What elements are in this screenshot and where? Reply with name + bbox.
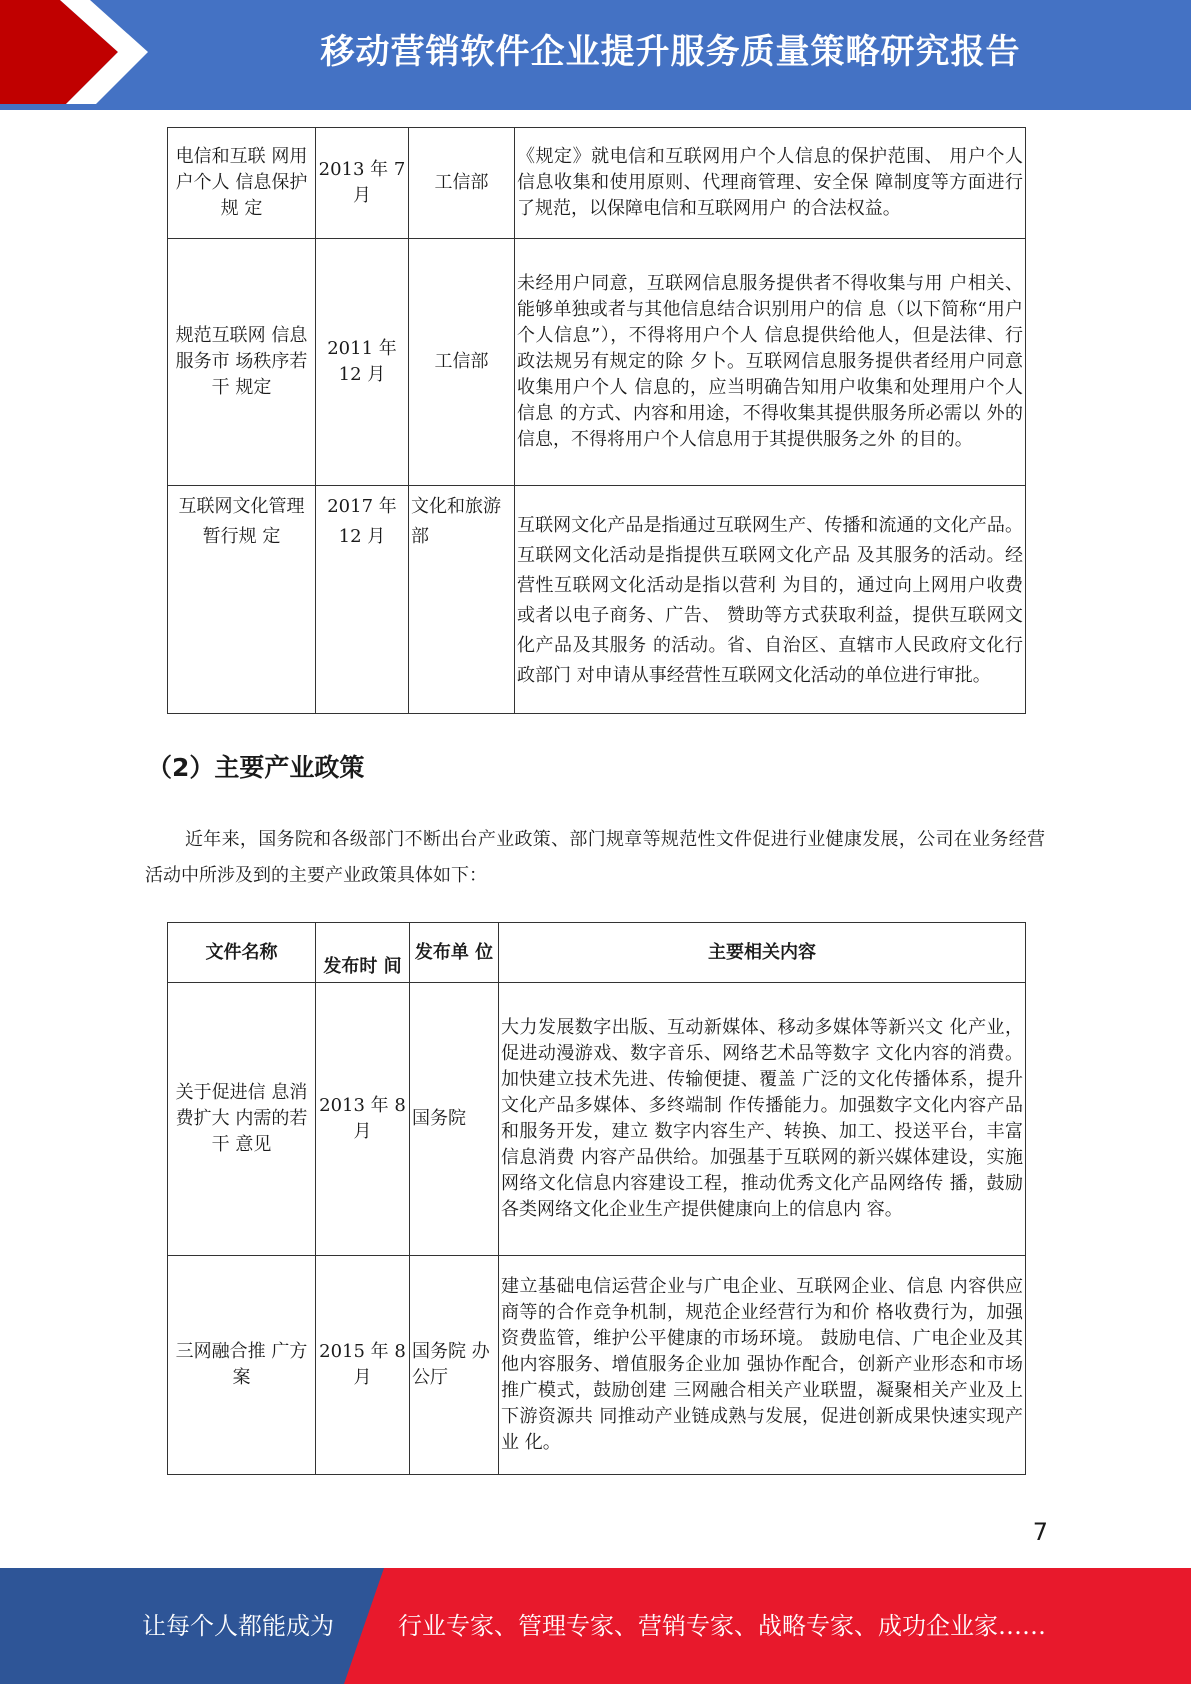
- footer-slogan-left: 让每个人都能成为: [142, 1612, 334, 1640]
- publish-date: 2015 年 8月: [316, 1256, 410, 1475]
- footer-slogan-right: 行业专家、管理专家、营销专家、战略专家、成功企业家……: [398, 1612, 1046, 1640]
- page-number: 7: [1032, 1518, 1048, 1546]
- document-name: 关于促进信 息消费扩大 内需的若干 意见: [168, 983, 316, 1256]
- table-row: [168, 486, 1026, 714]
- document-name: 电信和互联 网用户个人 信息保护规 定: [168, 128, 316, 239]
- document-name: 互联网文化管理暂行规 定: [168, 486, 316, 714]
- document-name: 规范互联网 信息服务市 场秩序若干 规定: [168, 239, 316, 486]
- report-title: 移动营销软件企业提升服务质量策略研究报告: [320, 32, 1021, 72]
- document-content: 建立基础电信运营企业与广电企业、互联网企业、信息 内容供应商等的合作竞争机制，规范企业经营行为和价 格收费行为，加强资费监管，维护公平健康的市场环境。 鼓励电信、广电企业及其他内容服务、增值服务企业加 强协作配合，创新产业形态和市场推广模式，鼓励创建 三网融合相关产业联盟，凝聚相关产业及上下游资源共 同推动产业链成熟与发展，促进创新成果快速实现产业 化。: [499, 1256, 1026, 1475]
- issuing-department: 国务院 办公厅: [410, 1256, 499, 1475]
- issuing-department: 文化和旅游部: [409, 486, 515, 714]
- header-issuing-unit: 发布单 位: [410, 923, 499, 983]
- table-row: [168, 239, 1026, 486]
- issuing-department: 国务院: [410, 983, 499, 1256]
- page-footer: [0, 1568, 1191, 1684]
- document-content: 《规定》就电信和互联网用户个人信息的保护范围、 用户个人信息收集和使用原则、代理商管理、安全保 障制度等方面进行了规范，以保障电信和互联网用户 的合法权益。: [515, 128, 1026, 239]
- publish-date: 2013 年 8月: [316, 983, 410, 1256]
- issuing-department: 工信部: [409, 128, 515, 239]
- table-row: [168, 128, 1026, 239]
- header-publish-date: 发布时 间: [316, 923, 410, 983]
- header-main-content: 主要相关内容: [499, 923, 1026, 983]
- document-content: 大力发展数字出版、互动新媒体、移动多媒体等新兴文 化产业，促进动漫游戏、数字音乐、网络艺术品等数字 文化内容的消费。加快建立技术先进、传输便捷、覆盖 广泛的文化传播体系，提升文化产品多媒体、多终端制 作传播能力。加强数字文化内容产品和服务开发，建立 数字内容生产、转换、加工、投送平台，丰富信息消费 内容产品供给。加强基于互联网的新兴媒体建设，实施 网络文化信息内容建设工程，推动优秀文化产品网络传 播，鼓励各类网络文化企业生产提供健康向上的信息内 容。: [499, 983, 1026, 1256]
- publish-date: 2013 年 7月: [316, 128, 409, 239]
- table-header-row: [168, 923, 1026, 983]
- page-header: [0, 0, 1191, 110]
- industry-policy-table: [167, 922, 1026, 1475]
- section-heading: （2）主要产业政策: [147, 753, 365, 782]
- header-arrow-decoration: [0, 0, 160, 110]
- table-row: [168, 983, 1026, 1256]
- publish-date: 2017 年 12 月: [316, 486, 409, 714]
- document-name: 三网融合推 广方案: [168, 1256, 316, 1475]
- regulation-table: [167, 127, 1026, 714]
- document-content: 未经用户同意，互联网信息服务提供者不得收集与用 户相关、能够单独或者与其他信息结合识别用户的信 息（以下简称“用户个人信息”），不得将用户个人 信息提供给他人，但是法律、行政法规另有规定的除 夕卜。互联网信息服务提供者经用户同意收集用户个人 信息的，应当明确告知用户收集和处理用户个人信息 的方式、内容和用途，不得收集其提供服务所必需以 外的信息，不得将用户个人信息用于其提供服务之外 的目的。: [515, 239, 1026, 486]
- document-content: 互联网文化产品是指通过互联网生产、传播和流通的文化产品。互联网文化活动是指提供互联网文化产品 及其服务的活动。经营性互联网文化活动是指以营利 为目的，通过向上网用户收费或者以电子商务、广告、 赞助等方式获取利益，提供互联网文化产品及其服务 的活动。省、自治区、直辖市人民政府文化行政部门 对申请从事经营性互联网文化活动的单位进行审批。: [515, 486, 1026, 714]
- issuing-department: 工信部: [409, 239, 515, 486]
- header-document-name: 文件名称: [168, 923, 316, 983]
- table-row: [168, 1256, 1026, 1475]
- intro-paragraph: 近年来，国务院和各级部门不断出台产业政策、部门规章等规范性文件促进行业健康发展，公司在业务经营活动中所涉及到的主要产业政策具体如下：: [145, 829, 1045, 886]
- publish-date: 2011 年 12 月: [316, 239, 409, 486]
